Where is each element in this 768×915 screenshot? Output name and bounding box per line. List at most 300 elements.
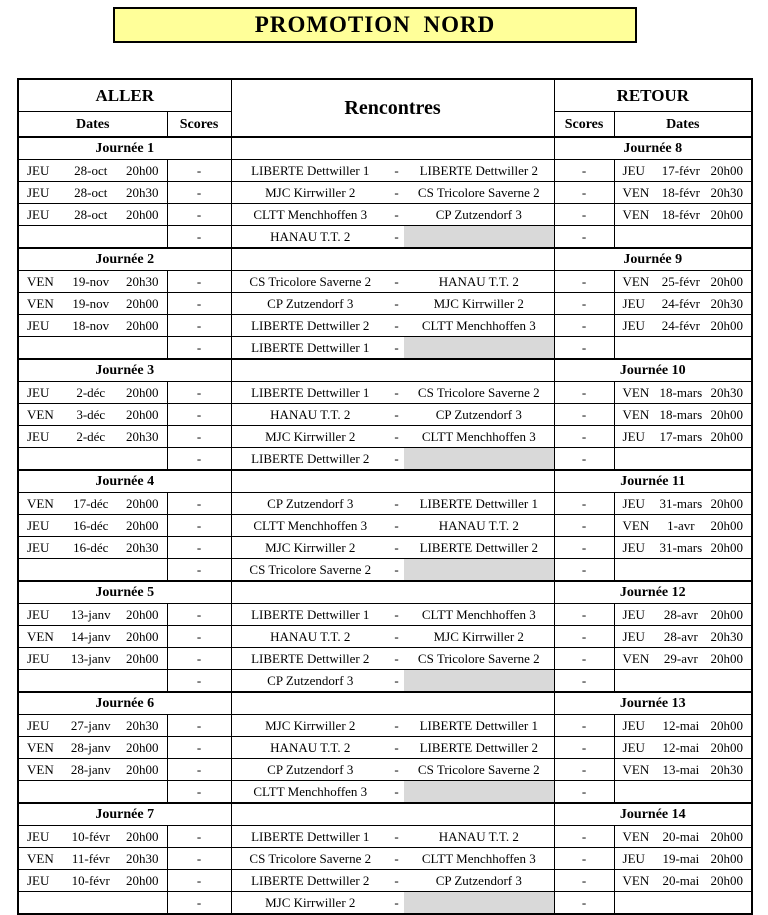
home-team: MJC Kirrwiller 2 [231,715,389,737]
journee-header-row [18,248,752,271]
retour-date [614,626,752,648]
away-team: HANAU T.T. 2 [404,826,554,848]
day-of-week: VEN [622,407,650,422]
aller-score: - [167,293,231,315]
day-of-week: JEU [622,718,645,733]
match-date: 19-mai [662,851,700,866]
versus-dash: - [389,515,404,537]
aller-score: - [167,670,231,693]
day-of-week: VEN [622,385,650,400]
date-parts [615,604,752,625]
away-team: CP Zutzendorf 3 [404,204,554,226]
aller-date [18,737,167,759]
away-team: CS Tricolore Saverne 2 [404,182,554,204]
bye-row [18,226,752,249]
match-row [18,493,752,515]
match-row [18,515,752,537]
home-team: CP Zutzendorf 3 [231,293,389,315]
away-team: MJC Kirrwiller 2 [404,293,554,315]
retour-score: - [554,404,614,426]
date-parts [19,715,167,736]
aller-date [18,315,167,337]
retour-journee-label: Journée 14 [554,803,752,826]
retour-journee-label: Journée 11 [554,470,752,493]
match-time: 20h30 [710,629,744,644]
match-date: 18-mars [659,407,703,422]
versus-dash: - [389,759,404,781]
retour-score: - [554,448,614,471]
date-parts [19,626,167,647]
aller-date [18,604,167,626]
day-of-week: JEU [27,318,50,333]
date-parts [19,493,167,514]
home-team: LIBERTE Dettwiller 1 [231,382,389,404]
match-row [18,426,752,448]
match-time: 20h00 [126,629,159,644]
match-row [18,870,752,892]
match-date: 20-mai [662,873,700,888]
retour-date [614,715,752,737]
home-team: MJC Kirrwiller 2 [231,426,389,448]
match-row [18,382,752,404]
retour-score: - [554,337,614,360]
journee-header-row [18,692,752,715]
versus-dash: - [389,271,404,293]
match-time: 20h30 [126,185,159,200]
match-date: 17-déc [73,496,109,511]
aller-header: ALLER [18,79,231,112]
retour-date [614,826,752,848]
bye-row [18,670,752,693]
aller-score: - [167,204,231,226]
day-of-week: JEU [27,540,50,555]
date-parts [615,160,752,181]
date-parts [19,293,167,314]
home-team: MJC Kirrwiller 2 [231,892,389,915]
away-team: LIBERTE Dettwiller 2 [404,160,554,182]
aller-scores-header: Scores [167,112,231,138]
home-team: LIBERTE Dettwiller 2 [231,315,389,337]
match-time: 20h00 [710,740,744,755]
journee-divider [231,692,554,715]
date-parts [615,826,752,847]
versus-dash: - [389,426,404,448]
home-team: LIBERTE Dettwiller 2 [231,648,389,670]
day-of-week: VEN [27,851,54,866]
retour-score: - [554,759,614,781]
match-time: 20h00 [126,385,159,400]
versus-dash: - [389,337,404,360]
bye-row [18,448,752,471]
match-date: 13-janv [70,651,111,666]
home-team: MJC Kirrwiller 2 [231,537,389,559]
day-of-week: VEN [622,873,650,888]
aller-date [18,781,167,804]
aller-score: - [167,870,231,892]
match-date: 16-déc [73,540,109,555]
date-parts [19,315,167,336]
match-row [18,160,752,182]
journee-header-row [18,581,752,604]
bye-row [18,337,752,360]
aller-date [18,404,167,426]
match-time: 20h00 [710,851,744,866]
match-time: 20h00 [710,407,744,422]
day-of-week: VEN [27,740,54,755]
match-date: 12-mai [662,740,700,755]
day-of-week: JEU [622,163,645,178]
match-time: 20h00 [126,740,159,755]
aller-dates-header: Dates [18,112,167,138]
aller-date [18,515,167,537]
match-time: 20h00 [710,829,744,844]
aller-score: - [167,559,231,582]
day-of-week: JEU [27,651,50,666]
match-date: 18-mars [659,385,703,400]
aller-score: - [167,515,231,537]
retour-date [614,293,752,315]
date-parts [19,426,167,447]
match-date: 24-févr [661,296,700,311]
match-row [18,315,752,337]
retour-date [614,737,752,759]
day-of-week: VEN [622,185,650,200]
away-team: CLTT Menchhoffen 3 [404,604,554,626]
aller-score: - [167,448,231,471]
versus-dash: - [389,892,404,915]
day-of-week: VEN [622,829,650,844]
aller-date [18,493,167,515]
aller-date [18,537,167,559]
home-team: CS Tricolore Saverne 2 [231,271,389,293]
match-date: 18-févr [661,185,700,200]
match-time: 20h00 [710,718,744,733]
date-parts [615,737,752,758]
versus-dash: - [389,826,404,848]
versus-dash: - [389,315,404,337]
away-team: CP Zutzendorf 3 [404,404,554,426]
retour-score: - [554,426,614,448]
versus-dash: - [389,848,404,870]
match-time: 20h00 [710,540,744,555]
day-of-week: VEN [27,629,54,644]
home-team: CS Tricolore Saverne 2 [231,559,389,582]
retour-header: RETOUR [554,79,752,112]
date-parts [615,315,752,336]
retour-date [614,426,752,448]
day-of-week: JEU [27,207,50,222]
bye-placeholder [404,448,554,471]
aller-date [18,670,167,693]
away-team: LIBERTE Dettwiller 2 [404,537,554,559]
away-team: LIBERTE Dettwiller 2 [404,737,554,759]
match-date: 1-avr [667,518,695,533]
aller-date [18,426,167,448]
home-team: CLTT Menchhoffen 3 [231,781,389,804]
match-date: 27-janv [70,718,111,733]
retour-score: - [554,493,614,515]
aller-score: - [167,892,231,915]
day-of-week: JEU [27,385,50,400]
versus-dash: - [389,670,404,693]
retour-date [614,382,752,404]
journee-divider [231,470,554,493]
date-parts [615,870,752,891]
match-time: 20h00 [710,873,744,888]
match-time: 20h00 [126,607,159,622]
retour-date [614,759,752,781]
retour-date [614,848,752,870]
match-time: 20h00 [126,207,159,222]
match-time: 20h00 [710,274,744,289]
retour-score: - [554,892,614,915]
retour-date [614,315,752,337]
aller-date [18,293,167,315]
day-of-week: JEU [622,629,645,644]
match-date: 2-déc [76,385,106,400]
match-date: 11-févr [71,851,110,866]
day-of-week: JEU [622,740,645,755]
match-row [18,737,752,759]
day-of-week: JEU [27,718,50,733]
aller-score: - [167,604,231,626]
match-date: 18-févr [661,207,700,222]
versus-dash: - [389,626,404,648]
aller-journee-label: Journée 4 [18,470,231,493]
retour-score: - [554,271,614,293]
versus-dash: - [389,182,404,204]
retour-date [614,648,752,670]
aller-date [18,271,167,293]
match-date: 28-oct [74,185,108,200]
home-team: MJC Kirrwiller 2 [231,182,389,204]
day-of-week: JEU [27,163,50,178]
retour-score: - [554,382,614,404]
retour-score: - [554,293,614,315]
date-parts [615,382,752,403]
match-time: 20h30 [710,762,744,777]
retour-score: - [554,604,614,626]
retour-score: - [554,315,614,337]
match-row [18,826,752,848]
match-date: 19-nov [72,274,110,289]
day-of-week: VEN [622,207,650,222]
date-parts [19,759,167,780]
aller-date [18,448,167,471]
retour-score: - [554,182,614,204]
journee-divider [231,359,554,382]
day-of-week: JEU [27,185,50,200]
retour-score: - [554,870,614,892]
match-date: 12-mai [662,718,700,733]
day-of-week: VEN [622,518,650,533]
match-time: 20h00 [126,762,159,777]
versus-dash: - [389,160,404,182]
retour-dates-header: Dates [614,112,752,138]
retour-score: - [554,648,614,670]
match-date: 24-févr [661,318,700,333]
away-team: CS Tricolore Saverne 2 [404,759,554,781]
home-team: CLTT Menchhoffen 3 [231,204,389,226]
journee-header-row [18,137,752,160]
schedule-body [18,137,752,914]
retour-score: - [554,826,614,848]
aller-date [18,382,167,404]
aller-date [18,870,167,892]
date-parts [615,759,752,780]
retour-scores-header: Scores [554,112,614,138]
aller-score: - [167,715,231,737]
retour-journee-label: Journée 9 [554,248,752,271]
aller-score: - [167,382,231,404]
retour-date [614,271,752,293]
away-team: LIBERTE Dettwiller 1 [404,493,554,515]
versus-dash: - [389,493,404,515]
aller-date [18,648,167,670]
match-row [18,182,752,204]
day-of-week: VEN [622,651,650,666]
date-parts [615,626,752,647]
date-parts [615,204,752,225]
date-parts [615,404,752,425]
bye-placeholder [404,559,554,582]
bye-placeholder [404,892,554,915]
match-row [18,404,752,426]
match-date: 19-nov [72,296,110,311]
match-row [18,759,752,781]
away-team: CP Zutzendorf 3 [404,870,554,892]
retour-date [614,870,752,892]
match-time: 20h00 [126,407,159,422]
match-time: 20h30 [126,851,159,866]
home-team: CS Tricolore Saverne 2 [231,848,389,870]
match-time: 20h30 [710,185,744,200]
retour-score: - [554,515,614,537]
aller-score: - [167,781,231,804]
day-of-week: VEN [27,496,54,511]
versus-dash: - [389,781,404,804]
day-of-week: JEU [622,296,645,311]
retour-date [614,670,752,693]
retour-score: - [554,226,614,249]
versus-dash: - [389,226,404,249]
match-time: 20h00 [126,318,159,333]
match-date: 28-janv [70,762,111,777]
aller-journee-label: Journée 2 [18,248,231,271]
day-of-week: VEN [622,762,650,777]
retour-journee-label: Journée 12 [554,581,752,604]
date-parts [615,426,752,447]
aller-score: - [167,337,231,360]
date-parts [19,537,167,558]
home-team: LIBERTE Dettwiller 2 [231,870,389,892]
date-parts [19,870,167,891]
date-parts [19,382,167,403]
date-parts [615,715,752,736]
day-of-week: JEU [622,851,645,866]
day-of-week: JEU [27,607,50,622]
retour-date [614,337,752,360]
versus-dash: - [389,293,404,315]
retour-score: - [554,737,614,759]
journee-divider [231,803,554,826]
versus-dash: - [389,604,404,626]
day-of-week: JEU [622,496,645,511]
bye-placeholder [404,337,554,360]
match-date: 13-mai [662,762,700,777]
day-of-week: VEN [27,762,54,777]
match-date: 18-nov [72,318,110,333]
home-team: LIBERTE Dettwiller 1 [231,826,389,848]
match-time: 20h30 [710,296,744,311]
match-date: 16-déc [73,518,109,533]
match-time: 20h00 [710,607,744,622]
day-of-week: VEN [27,296,54,311]
aller-score: - [167,426,231,448]
day-of-week: JEU [27,518,50,533]
versus-dash: - [389,204,404,226]
aller-score: - [167,493,231,515]
home-team: CLTT Menchhoffen 3 [231,515,389,537]
home-team: CP Zutzendorf 3 [231,759,389,781]
home-team: HANAU T.T. 2 [231,737,389,759]
match-date: 28-janv [70,740,111,755]
retour-score: - [554,537,614,559]
retour-score: - [554,160,614,182]
aller-date [18,204,167,226]
match-time: 20h00 [126,829,159,844]
aller-score: - [167,182,231,204]
day-of-week: JEU [27,829,50,844]
date-parts [19,826,167,847]
match-date: 10-févr [71,829,110,844]
match-date: 31-mars [659,496,703,511]
match-row [18,648,752,670]
home-team: HANAU T.T. 2 [231,626,389,648]
bye-row [18,781,752,804]
match-row [18,848,752,870]
date-parts [19,737,167,758]
match-time: 20h00 [126,651,159,666]
aller-date [18,715,167,737]
journee-header-row [18,359,752,382]
versus-dash: - [389,715,404,737]
aller-journee-label: Journée 7 [18,803,231,826]
retour-journee-label: Journée 10 [554,359,752,382]
aller-score: - [167,648,231,670]
journee-header-row [18,470,752,493]
home-team: CP Zutzendorf 3 [231,670,389,693]
date-parts [19,271,167,292]
day-of-week: JEU [622,429,645,444]
date-parts [19,848,167,869]
retour-date [614,204,752,226]
match-time: 20h00 [710,207,744,222]
retour-date [614,515,752,537]
match-time: 20h30 [710,385,744,400]
aller-score: - [167,626,231,648]
retour-score: - [554,848,614,870]
bye-row [18,559,752,582]
match-time: 20h00 [126,496,159,511]
aller-score: - [167,537,231,559]
match-time: 20h30 [126,274,159,289]
versus-dash: - [389,537,404,559]
match-date: 28-oct [74,163,108,178]
aller-score: - [167,315,231,337]
aller-date [18,226,167,249]
journee-divider [231,248,554,271]
